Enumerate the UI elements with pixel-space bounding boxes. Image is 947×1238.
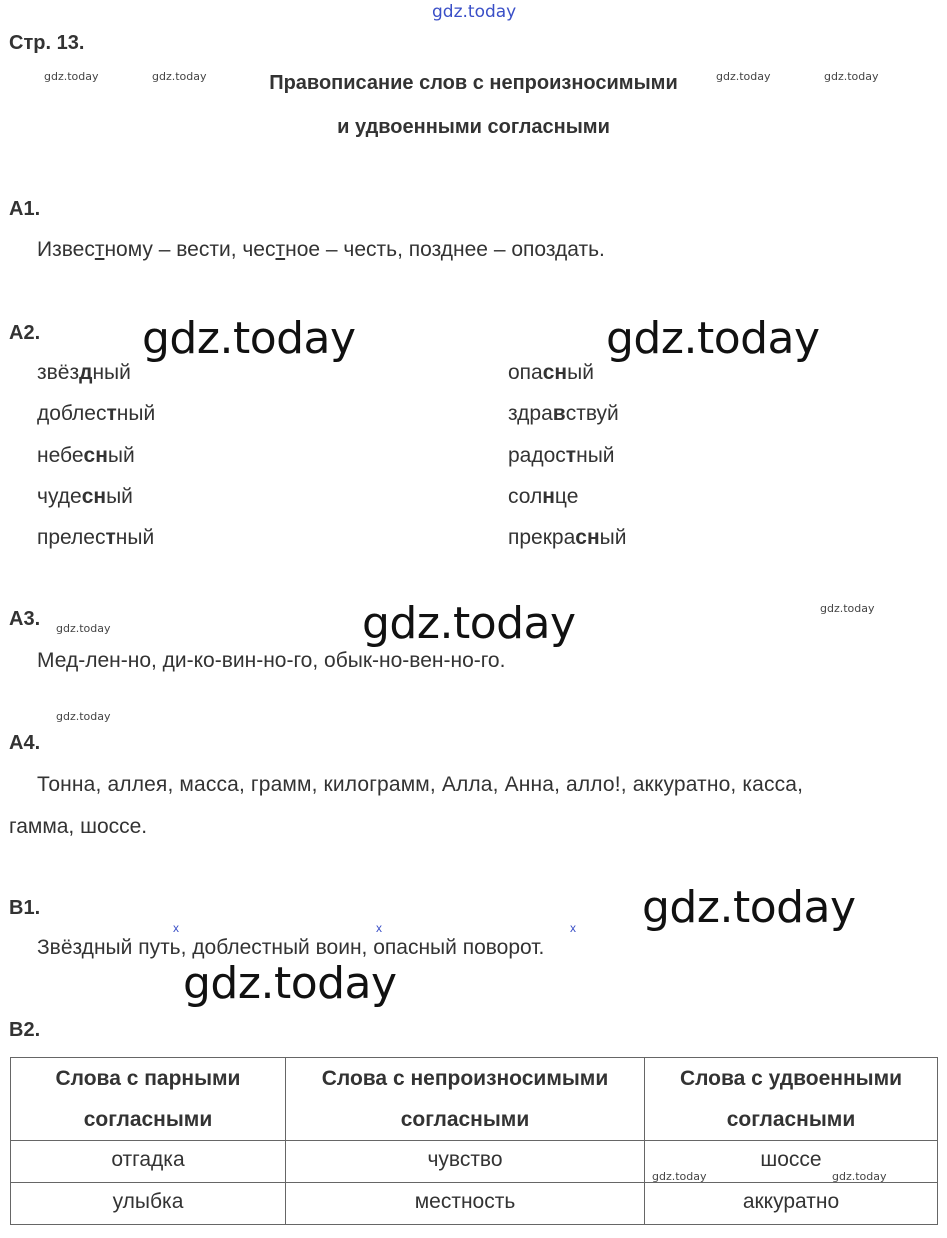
a2-word: небесный bbox=[37, 444, 135, 467]
table-row bbox=[11, 1141, 938, 1183]
b1-mark: x bbox=[376, 921, 382, 935]
watermark-large: gdz.today bbox=[362, 598, 576, 649]
watermark-large: gdz.today bbox=[642, 882, 856, 933]
a2-word: здравствуй bbox=[508, 402, 619, 425]
a2-word: солнце bbox=[508, 485, 579, 508]
table-header-cell: Слова с удвоенными согласными bbox=[645, 1058, 938, 1141]
task-a1-answer: Известному – вести, честное – честь, позднее – опоздать. bbox=[37, 238, 605, 261]
task-b1-answer: Звёздный путь, доблестный воин, опасный поворот. bbox=[37, 936, 545, 959]
a2-word: радостный bbox=[508, 444, 615, 467]
table-header-row bbox=[11, 1058, 938, 1141]
task-a4-answer-line-2: гамма, шоссе. bbox=[9, 815, 148, 838]
watermark-small: gdz.today bbox=[44, 70, 99, 83]
task-a4-label: А4. bbox=[9, 732, 41, 754]
task-a4-answer-line-1: Тонна, аллея, масса, грамм, килограмм, Алла, Анна, алло!, аккуратно, касса, bbox=[37, 773, 804, 796]
b2-table bbox=[10, 1057, 938, 1225]
watermark-top: gdz.today bbox=[432, 2, 517, 22]
table-cell: шоссе bbox=[645, 1141, 938, 1183]
watermark-small: gdz.today bbox=[832, 1170, 887, 1183]
watermark-large: gdz.today bbox=[183, 958, 397, 1009]
watermark-small: gdz.today bbox=[716, 70, 771, 83]
watermark-small: gdz.today bbox=[652, 1170, 707, 1183]
task-a3-answer: Мед-лен-но, ди-ко-вин-но-го, обык-но-вен-но-го. bbox=[37, 649, 506, 672]
a2-word: чудесный bbox=[37, 485, 133, 508]
table-cell: отгадка bbox=[11, 1141, 286, 1183]
watermark-large: gdz.today bbox=[606, 313, 820, 364]
watermark-small: gdz.today bbox=[824, 70, 879, 83]
a2-word: прелестный bbox=[37, 526, 155, 549]
table-cell: улыбка bbox=[11, 1183, 286, 1225]
table-row bbox=[11, 1183, 938, 1225]
page-title-line-1: Правописание слов с непроизносимыми bbox=[269, 72, 678, 94]
table-header-cell: Слова с парными согласными bbox=[11, 1058, 286, 1141]
watermark-small: gdz.today bbox=[56, 710, 111, 723]
a2-word: звёздный bbox=[37, 361, 131, 384]
watermark-large: gdz.today bbox=[142, 313, 356, 364]
task-a2-label: А2. bbox=[9, 322, 41, 344]
task-a3-label: А3. bbox=[9, 608, 41, 630]
a2-word: прекрасный bbox=[508, 526, 627, 549]
watermark-small: gdz.today bbox=[56, 622, 111, 635]
a2-word: опасный bbox=[508, 361, 594, 384]
table-cell: местность bbox=[286, 1183, 645, 1225]
a2-word: доблестный bbox=[37, 402, 156, 425]
task-b1-label: В1. bbox=[9, 897, 41, 919]
task-a1-label: А1. bbox=[9, 198, 41, 220]
page-title-line-2: и удвоенными согласными bbox=[337, 116, 610, 138]
b1-mark: x bbox=[173, 921, 179, 935]
watermark-small: gdz.today bbox=[820, 602, 875, 615]
table-cell: чувство bbox=[286, 1141, 645, 1183]
page-number: Стр. 13. bbox=[9, 32, 85, 54]
table-header-cell: Слова с непроизносимыми согласными bbox=[286, 1058, 645, 1141]
table-cell: аккуратно bbox=[645, 1183, 938, 1225]
b1-mark: x bbox=[570, 921, 576, 935]
task-b2-label: В2. bbox=[9, 1019, 41, 1041]
watermark-small: gdz.today bbox=[152, 70, 207, 83]
